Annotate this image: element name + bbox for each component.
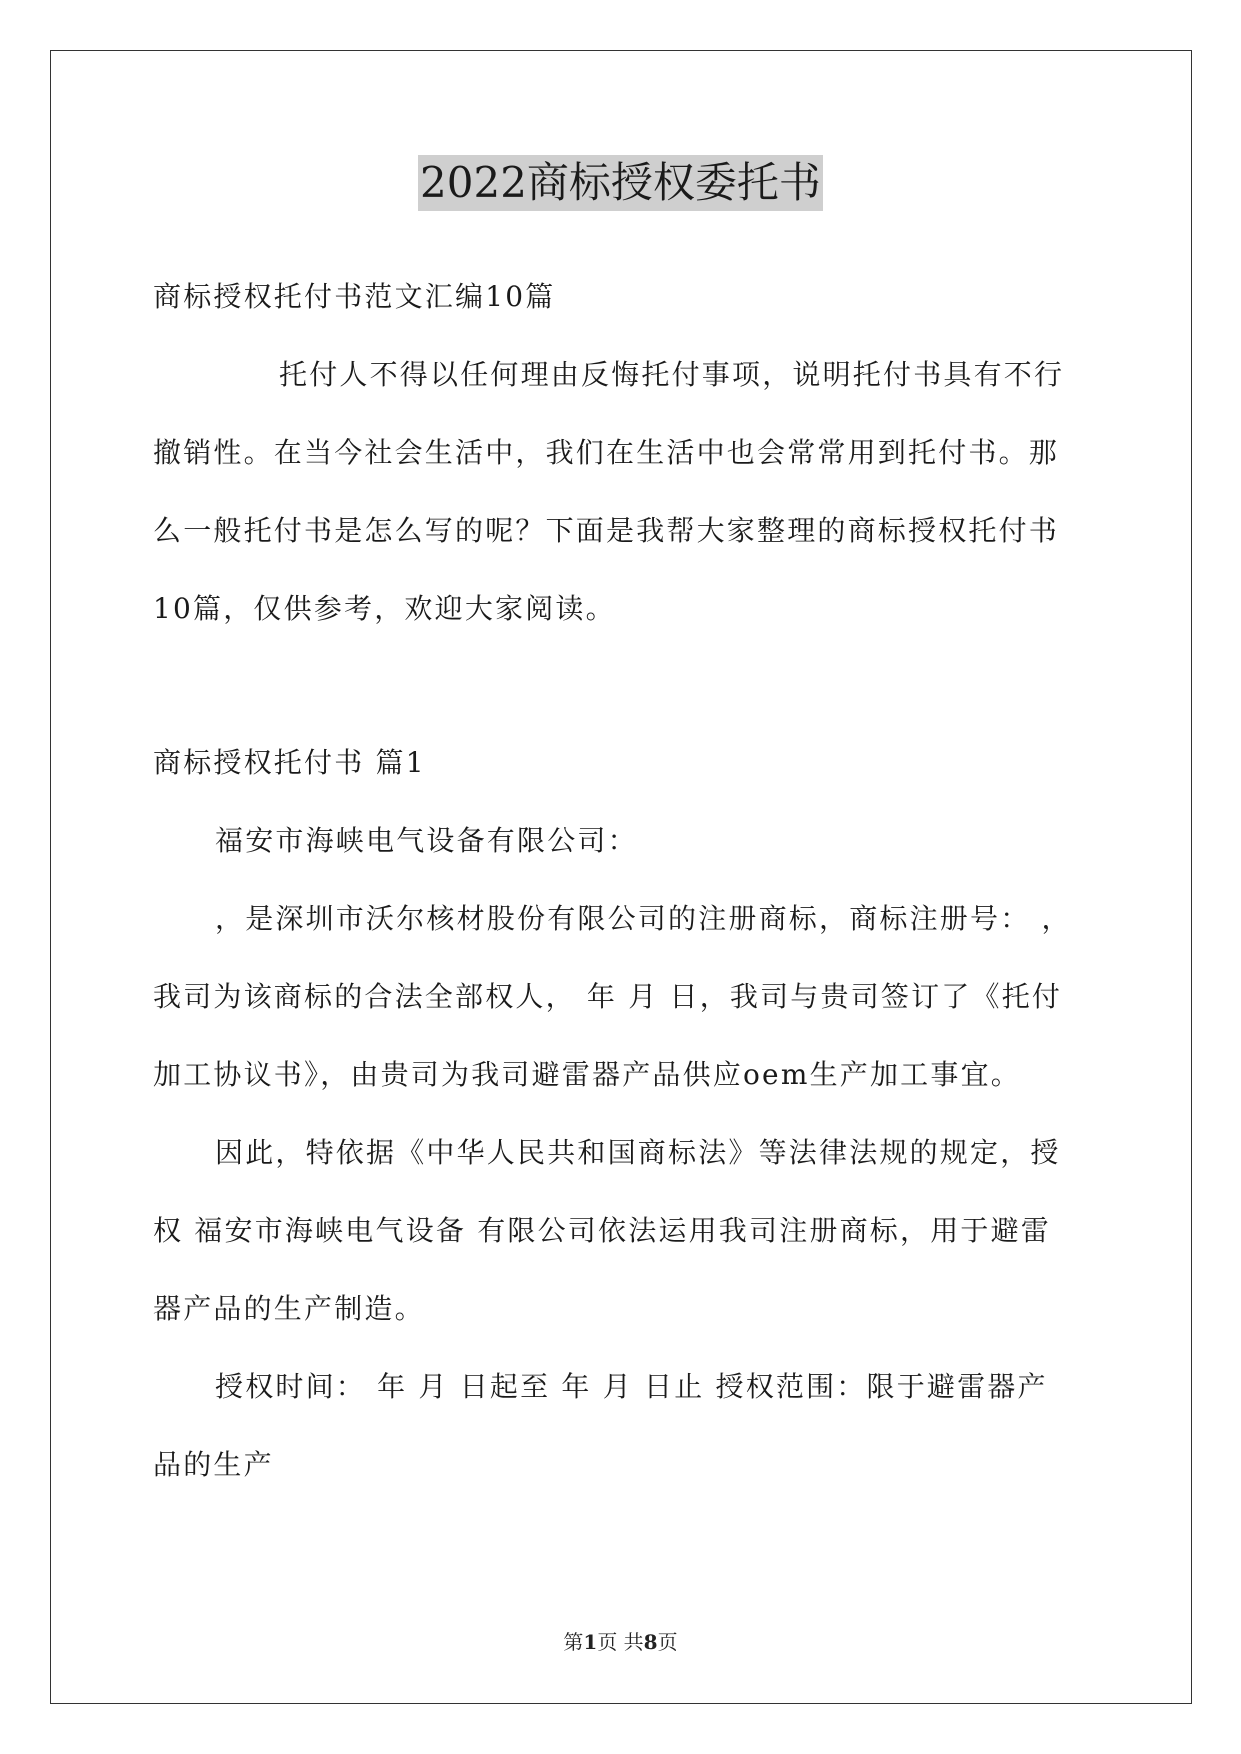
footer-suffix: 页	[657, 1630, 678, 1654]
paragraph-line: 器产品的生产制造。	[153, 1292, 425, 1325]
spacer	[153, 648, 1091, 724]
paragraph-line: 我司为该商标的合法全部权人， 年 月 日，我司与贵司签订了《托付	[153, 980, 1063, 1013]
paragraph-line: 授权时间： 年 月 日起至 年 月 日止 授权范围：限于避雷器产	[215, 1370, 1048, 1403]
footer-prefix: 第	[563, 1630, 584, 1654]
paragraph-line: 权 福安市海峡电气设备 有限公司依法运用我司注册商标，用于避雷	[153, 1214, 1052, 1247]
document-title: 2022商标授权委托书	[418, 155, 823, 211]
addressee: 福安市海峡电气设备有限公司：	[215, 824, 638, 857]
footer-total-pages: 8	[643, 1630, 658, 1654]
footer-middle: 页 共	[597, 1630, 644, 1654]
intro-line: 么一般托付书是怎么写的呢？下面是我帮大家整理的商标授权托付书	[153, 514, 1060, 547]
intro-line: 托付人不得以任何理由反悔托付事项，说明托付书具有不行	[279, 358, 1065, 391]
document-body	[153, 258, 1091, 1504]
footer-page-number: 1	[583, 1630, 598, 1654]
paragraph-line: 品的生产	[153, 1448, 274, 1481]
subtitle: 商标授权托付书范文汇编10篇	[153, 280, 556, 313]
title-container	[0, 155, 1241, 211]
intro-line: 撤销性。在当今社会生活中，我们在生活中也会常常用到托付书。那	[153, 436, 1060, 469]
paragraph-line: 加工协议书》，由贵司为我司避雷器产品供应oem生产加工事宜。	[153, 1058, 1021, 1091]
intro-line: 10篇，仅供参考，欢迎大家阅读。	[153, 592, 616, 625]
paragraph-line: 因此，特依据《中华人民共和国商标法》等法律法规的规定，授	[215, 1136, 1061, 1169]
paragraph-line: ，是深圳市沃尔核材股份有限公司的注册商标，商标注册号： ，	[215, 902, 1072, 935]
page-footer	[0, 1628, 1241, 1656]
section-heading: 商标授权托付书 篇1	[153, 746, 426, 779]
